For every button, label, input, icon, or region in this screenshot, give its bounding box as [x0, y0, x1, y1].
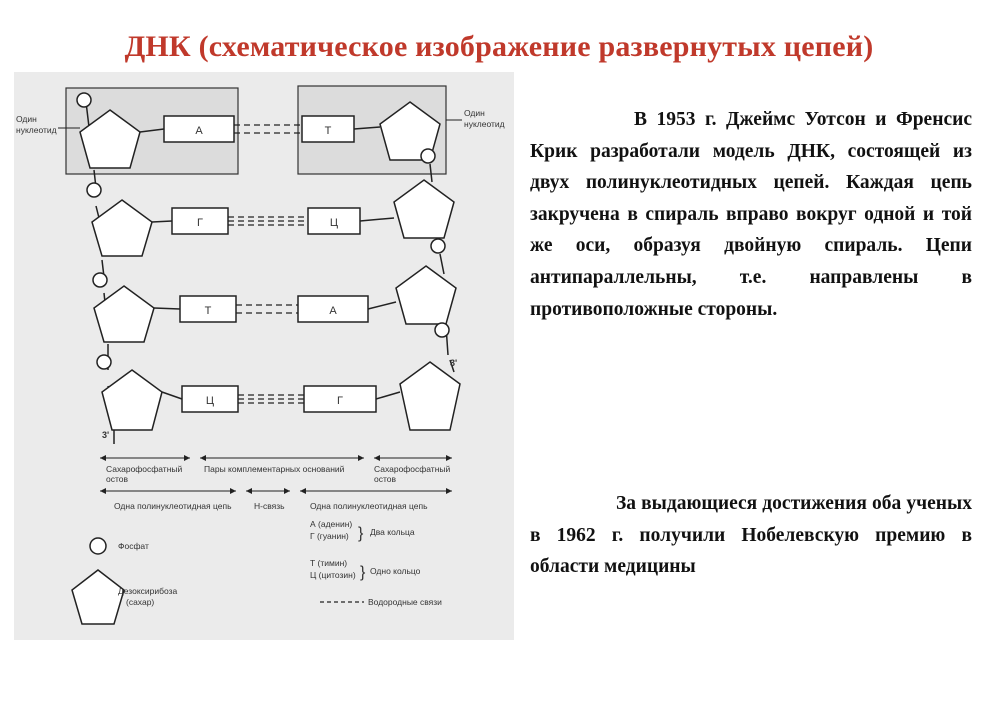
- base-right-4: Г: [337, 395, 343, 407]
- paragraph-nobel: За выдающиеся достижения оба ученых в 1962 г. получили Нобелевскую премию в области медицины: [530, 493, 972, 578]
- phosphate-left-1: [87, 183, 101, 197]
- dna-diagram: [14, 72, 514, 640]
- h-bond-label: Н-связь: [254, 501, 285, 511]
- legend-sugar-label-1: Дезоксирибоза: [118, 586, 178, 596]
- svg-text:}: }: [358, 525, 364, 542]
- nucleotide-label-left-2: нуклеотид: [16, 125, 57, 135]
- nucleotide-label-right-2: нуклеотид: [464, 119, 505, 129]
- nucleotide-label-right-1: Один: [464, 108, 485, 118]
- legend-thymine: Т (тимин): [310, 558, 348, 568]
- backbone-right-label-1: Сахарофосфатный: [374, 464, 451, 474]
- base-right-3: А: [329, 305, 337, 317]
- phosphate-right-1: [421, 149, 435, 163]
- end-3-right: 3': [450, 358, 458, 368]
- base-left-1: А: [195, 125, 203, 137]
- legend-hydrogen-label: Водородные связи: [368, 597, 442, 607]
- base-left-3: Т: [204, 305, 212, 317]
- base-pairs-label: Пары комплементарных оснований: [204, 464, 345, 474]
- base-right-2: Ц: [329, 217, 339, 229]
- legend-two-rings: Два кольца: [370, 527, 415, 537]
- legend-cytosine: Ц (цитозин): [310, 570, 356, 580]
- end-3-left: 3': [102, 430, 110, 440]
- nucleotide-label-left-1: Один: [16, 114, 37, 124]
- paragraph-history: В 1953 г. Джеймс Уотсон и Френсис Крик разработали модель ДНК, состоящей из двух полинуклеотидных цепей. Каждая цепь закручена в спираль вправо вокруг одной и той же оси, образуя двойную спираль. Цепи антипараллельны, т.е. направлены в противоположные стороны.: [530, 109, 972, 320]
- legend-sugar-label-2: (сахар): [126, 597, 155, 607]
- chain-left-label: Одна полинуклеотидная цепь: [114, 501, 232, 511]
- legend-guanine: Г (гуанин): [310, 531, 349, 541]
- base-left-2: Г: [197, 217, 203, 229]
- backbone-left-label-1: Сахарофосфатный: [106, 464, 183, 474]
- backbone-right-label-2: остов: [374, 474, 397, 484]
- phosphate-left-2: [93, 273, 107, 287]
- phosphate-right-2: [431, 239, 445, 253]
- legend-phosphate-label: Фосфат: [118, 541, 149, 551]
- legend-phosphate-icon: [90, 538, 106, 554]
- chain-right-label: Одна полинуклеотидная цепь: [310, 501, 428, 511]
- backbone-left-label-2: остов: [106, 474, 129, 484]
- phosphate-left-0: [77, 93, 91, 107]
- base-left-4: Ц: [205, 395, 215, 407]
- legend-adenine: А (аденин): [310, 519, 353, 529]
- phosphate-left-3: [97, 355, 111, 369]
- page-title: ДНК (схематическое изображение развернутых цепей): [124, 30, 874, 63]
- phosphate-right-3: [435, 323, 449, 337]
- legend-one-ring: Одно кольцо: [370, 566, 421, 576]
- svg-text:}: }: [360, 564, 366, 581]
- base-right-1: Т: [324, 125, 332, 137]
